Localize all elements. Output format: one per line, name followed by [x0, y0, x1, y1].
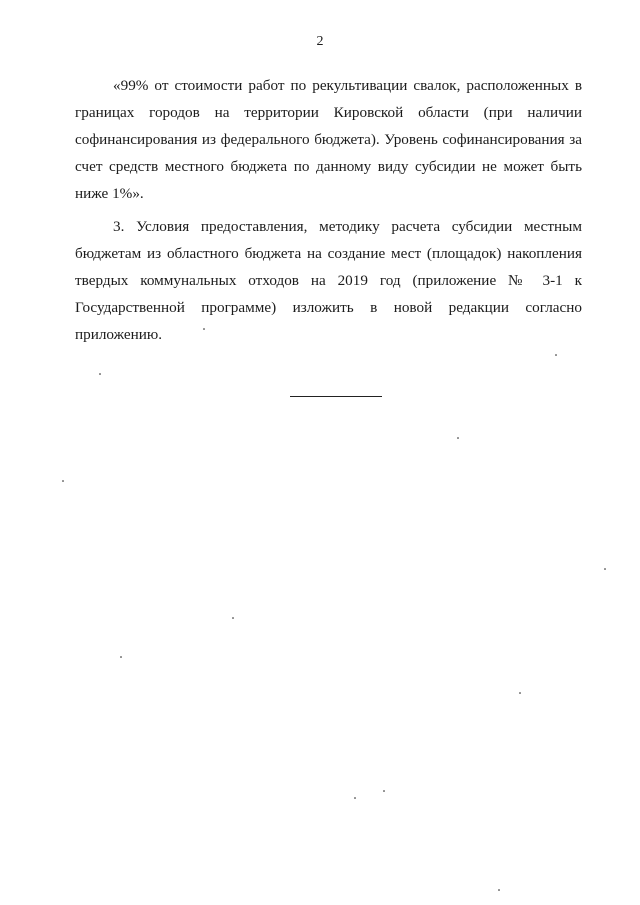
scan-speck: [354, 797, 356, 799]
paragraph-item-3: 3. Условия предоставления, методику расчета субсидии местным бюджетам из областного бюджета на создание мест (площадок) накопления твердых коммунальных отходов на 2019 год (приложение № 3-1 к Государственной программе) изложить в новой редакции согласно приложению.: [75, 218, 582, 343]
closing-separator-line: [290, 396, 382, 397]
document-body: [75, 72, 582, 348]
scan-speck: [62, 480, 64, 482]
scan-speck: [120, 656, 122, 658]
scan-speck: [232, 617, 234, 619]
scan-speck: [99, 373, 101, 375]
scan-speck: [457, 437, 459, 439]
scan-speck: [519, 692, 521, 694]
scan-speck: [498, 889, 500, 891]
page-number: 2: [316, 34, 324, 49]
scan-speck: [555, 354, 557, 356]
scan-speck: [383, 790, 385, 792]
scan-speck: [604, 568, 606, 570]
paragraph-subsidy-share: «99% от стоимости работ по рекультивации свалок, расположенных в границах городов на территории Кировской области (при наличии софинансирования из федерального бюджета). Уровень софинансирования за счет средств местного бюджета по данному виду субсидии не может быть ниже 1%».: [75, 77, 582, 202]
scan-speck: [203, 328, 205, 330]
